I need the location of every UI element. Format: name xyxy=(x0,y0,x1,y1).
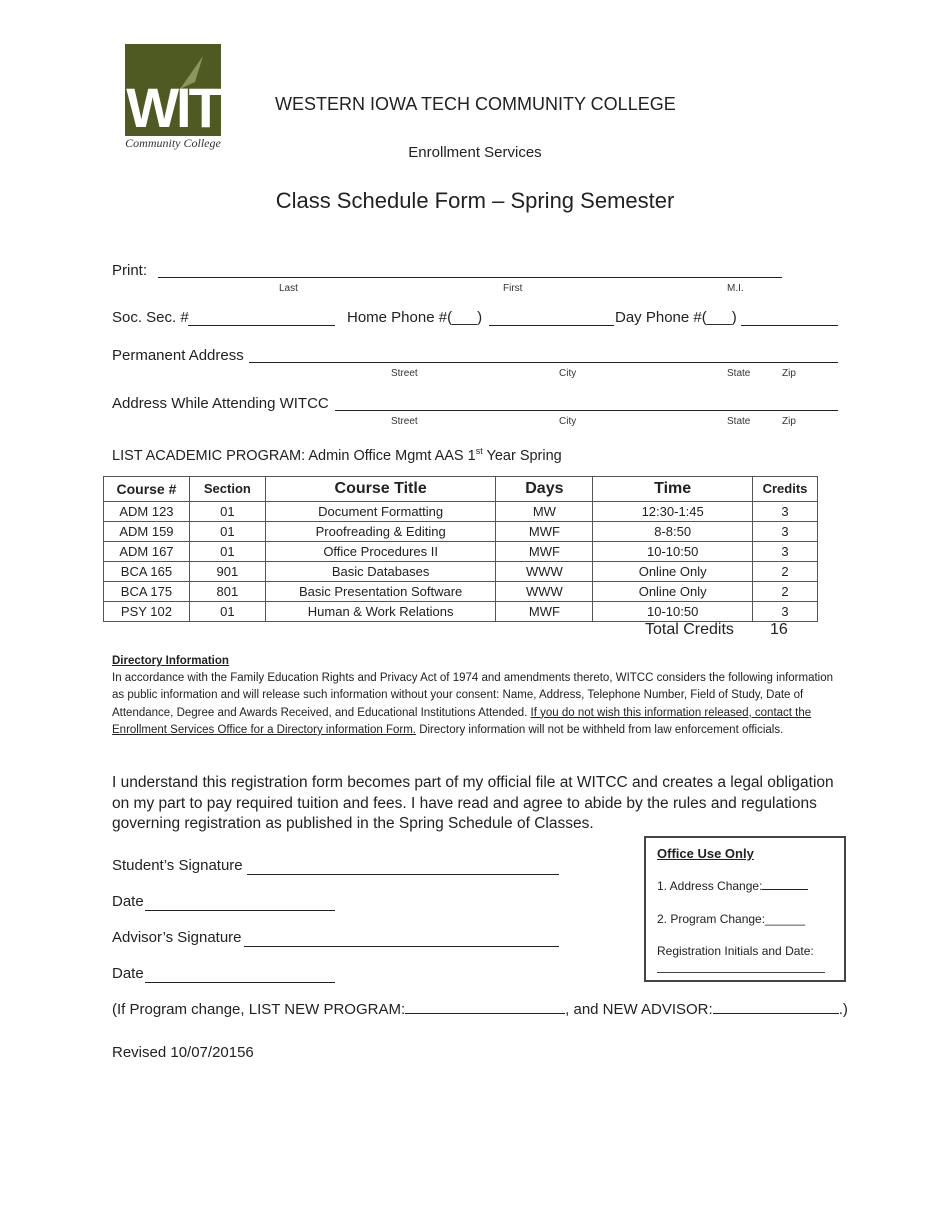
advisor-signature-field[interactable] xyxy=(244,946,559,947)
home-phone-label: Home Phone #(___) xyxy=(347,309,483,326)
time-cell: 10-10:50 xyxy=(593,602,753,622)
city-caption: City xyxy=(559,368,577,379)
section-cell: 01 xyxy=(189,602,265,622)
days-cell: MWF xyxy=(496,522,593,542)
mi-caption: M.I. xyxy=(727,283,744,294)
advisor-date-field[interactable] xyxy=(145,982,335,983)
table-row xyxy=(104,522,818,542)
course-number-cell: ADM 167 xyxy=(104,542,190,562)
attending-address-field[interactable] xyxy=(335,410,838,411)
logo-subtitle: Community College xyxy=(125,136,221,150)
course-number-cell: BCA 165 xyxy=(104,562,190,582)
attending-address-label: Address While Attending WITCC xyxy=(112,395,329,412)
program-change-line: (If Program change, LIST NEW PROGRAM: , and NEW ADVISOR: .) xyxy=(112,1001,848,1018)
course-number-cell: PSY 102 xyxy=(104,602,190,622)
directory-info-text: In accordance with the Family Education Rights and Privacy Act of 1974 and amendments thereto, WITCC considers the following information as public information and will release such information without your consent: Name, Address, Telephone Number, Field of Study, Date of Attendance, Degree and Awards Received, and Educational Institutions Attended. If you do not wish this information released, contact the Enrollment Services Office for a Directory information Form. Directory information will not be withheld from law enforcement officials. xyxy=(112,672,834,736)
academic-program xyxy=(112,446,562,464)
credits-cell: 3 xyxy=(753,602,818,622)
table-row xyxy=(104,582,818,602)
advisor-signature-label: Advisor’s Signature xyxy=(112,929,242,946)
time-cell: Online Only xyxy=(593,582,753,602)
time-cell: Online Only xyxy=(593,562,753,582)
days-cell: MWF xyxy=(496,542,593,562)
days-cell: MWF xyxy=(496,602,593,622)
column-header: Course # xyxy=(104,477,190,502)
credits-cell: 3 xyxy=(753,502,818,522)
state-caption: State xyxy=(727,368,751,379)
street-caption: Street xyxy=(391,368,418,379)
street-caption: Street xyxy=(391,416,418,427)
table-row xyxy=(104,562,818,582)
form-title: Class Schedule Form – Spring Semester xyxy=(275,188,675,213)
credits-cell: 3 xyxy=(753,522,818,542)
section-cell: 801 xyxy=(189,582,265,602)
days-cell: WWW xyxy=(496,562,593,582)
table-header-row xyxy=(104,477,818,502)
course-title-cell: Proofreading & Editing xyxy=(265,522,496,542)
time-cell: 8-8:50 xyxy=(593,522,753,542)
registration-initials-item: Registration Initials and Date: xyxy=(657,944,814,958)
office-use-title: Office Use Only xyxy=(657,846,754,861)
course-title-cell: Office Procedures II xyxy=(265,542,496,562)
total-credits-label: Total Credits xyxy=(645,621,734,638)
ssn-field[interactable] xyxy=(188,325,335,326)
column-header: Section xyxy=(189,477,265,502)
directory-info-heading: Directory Information xyxy=(112,655,229,667)
course-title-cell: Basic Databases xyxy=(265,562,496,582)
zip-caption: Zip xyxy=(782,368,796,379)
days-cell: MW xyxy=(496,502,593,522)
logo-text: WIT xyxy=(126,76,220,139)
print-label: Print: xyxy=(112,262,148,279)
total-credits-value: 16 xyxy=(770,621,788,638)
student-signature-field[interactable] xyxy=(247,874,559,875)
academic-program-value: Admin Office Mgmt AAS 1st Year Spring xyxy=(308,446,562,464)
section-cell: 01 xyxy=(189,542,265,562)
section-cell: 901 xyxy=(189,562,265,582)
program-change-item: 2. Program Change:______ xyxy=(657,912,806,926)
credits-cell: 3 xyxy=(753,542,818,562)
permanent-address-label: Permanent Address xyxy=(112,347,244,364)
city-caption: City xyxy=(559,416,577,427)
course-number-cell: BCA 175 xyxy=(104,582,190,602)
day-phone-label: Day Phone #(___) xyxy=(615,309,737,326)
course-title-cell: Document Formatting xyxy=(265,502,496,522)
course-number-cell: ADM 159 xyxy=(104,522,190,542)
column-header: Course Title xyxy=(265,477,496,502)
table-row xyxy=(104,602,818,622)
student-date-field[interactable] xyxy=(145,910,335,911)
zip-caption: Zip xyxy=(782,416,796,427)
time-cell: 12:30-1:45 xyxy=(593,502,753,522)
initials-date-line[interactable] xyxy=(657,972,825,973)
days-cell: WWW xyxy=(496,582,593,602)
time-cell: 10-10:50 xyxy=(593,542,753,562)
address-change-item: 1. Address Change: xyxy=(657,879,808,893)
course-title-cell: Human & Work Relations xyxy=(265,602,496,622)
column-header: Credits xyxy=(753,477,818,502)
column-header: Days xyxy=(496,477,593,502)
home-phone-field[interactable] xyxy=(489,325,614,326)
table-row xyxy=(104,542,818,562)
course-number-cell: ADM 123 xyxy=(104,502,190,522)
section-cell: 01 xyxy=(189,502,265,522)
credits-cell: 2 xyxy=(753,582,818,602)
new-advisor-field[interactable] xyxy=(713,1012,839,1014)
section-cell: 01 xyxy=(189,522,265,542)
date-label: Date xyxy=(112,893,144,910)
print-name-field[interactable] xyxy=(158,277,782,278)
school-name: WESTERN IOWA TECH COMMUNITY COLLEGE xyxy=(275,94,676,114)
day-phone-field[interactable] xyxy=(741,325,838,326)
state-caption: State xyxy=(727,416,751,427)
permanent-address-field[interactable] xyxy=(249,362,838,363)
column-header: Time xyxy=(593,477,753,502)
agreement-text: I understand this registration form becomes part of my official file at WITCC and creates a legal obligation on my part to pay required tuition and fees. I have read and agree to abide by the rules and regulations governing registration as published in the Spring Schedule of Classes. xyxy=(112,774,834,832)
course-title-cell: Basic Presentation Software xyxy=(265,582,496,602)
course-table xyxy=(103,476,818,622)
date-label: Date xyxy=(112,965,144,982)
revised-date: Revised 10/07/20156 xyxy=(112,1044,254,1061)
new-program-field[interactable] xyxy=(405,1012,565,1014)
last-name-caption: Last xyxy=(279,283,298,294)
credits-cell: 2 xyxy=(753,562,818,582)
ssn-label: Soc. Sec. # xyxy=(112,309,189,326)
department-name: Enrollment Services xyxy=(408,144,542,161)
first-name-caption: First xyxy=(503,283,523,294)
office-use-box xyxy=(644,836,846,982)
academic-program-label: LIST ACADEMIC PROGRAM: xyxy=(112,447,306,464)
table-row xyxy=(104,502,818,522)
student-signature-label: Student’s Signature xyxy=(112,857,243,874)
